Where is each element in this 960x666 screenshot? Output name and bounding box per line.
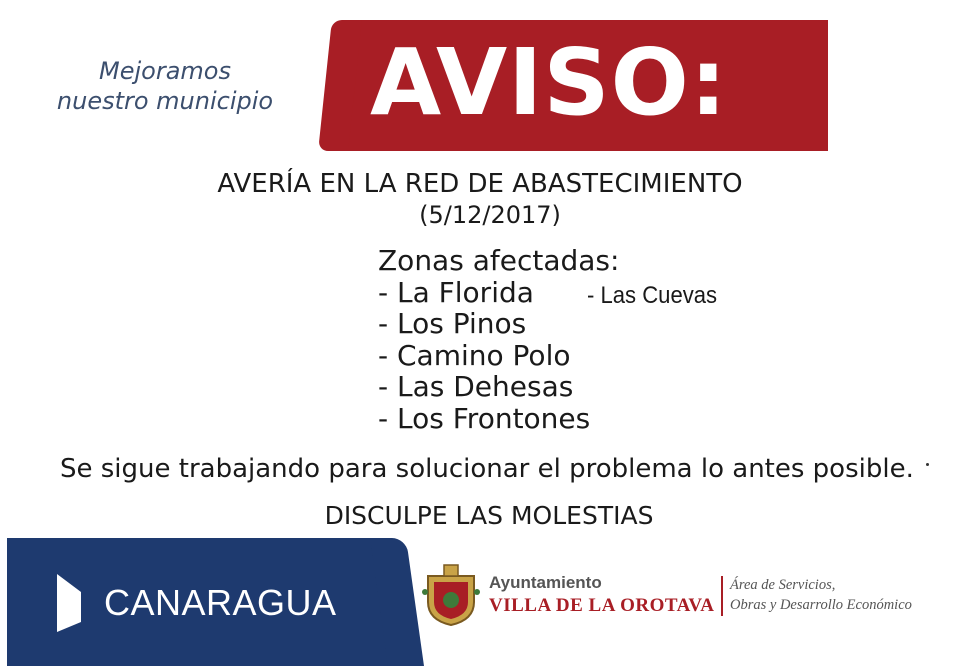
zone-item: - Los Pinos xyxy=(378,307,527,340)
zone-item: - La Florida xyxy=(378,275,534,309)
zone-item: - Las Dehesas xyxy=(378,370,574,403)
notice-message: Se sigue trabajando para solucionar el problema lo antes posible. xyxy=(60,454,914,484)
tagline-line-2: nuestro municipio xyxy=(56,87,274,115)
canaragua-logo-icon xyxy=(57,574,81,632)
tagline-line-1: Mejoramos xyxy=(99,57,231,85)
notice-date: (5/12/2017) xyxy=(419,201,561,229)
ayuntamiento-label: Ayuntamiento xyxy=(489,573,602,592)
footer-divider xyxy=(721,576,723,616)
zone-item: - Los Frontones xyxy=(378,401,591,435)
zone-item: - Camino Polo xyxy=(378,338,571,372)
orotava-crest-icon xyxy=(422,562,480,626)
affected-zones-list xyxy=(378,245,619,434)
notice-headline: AVERÍA EN LA RED DE ABASTECIMIENTO xyxy=(217,169,743,199)
notice-closing: DISCULPE LAS MOLESTIAS xyxy=(324,501,654,530)
canaragua-logo-text: CANARAGUA xyxy=(104,582,337,623)
area-line-2: Obras y Desarrollo Económico xyxy=(730,597,912,613)
aviso-title: AVISO: xyxy=(370,29,728,136)
villa-name: VILLA DE LA OROTAVA xyxy=(489,595,715,616)
stray-dot xyxy=(926,463,929,466)
area-line-1: Área de Servicios, xyxy=(730,577,836,593)
zones-title: Zonas afectadas: xyxy=(378,244,620,277)
tagline xyxy=(40,56,290,116)
zone-item-extra: - Las Cuevas xyxy=(587,282,718,309)
